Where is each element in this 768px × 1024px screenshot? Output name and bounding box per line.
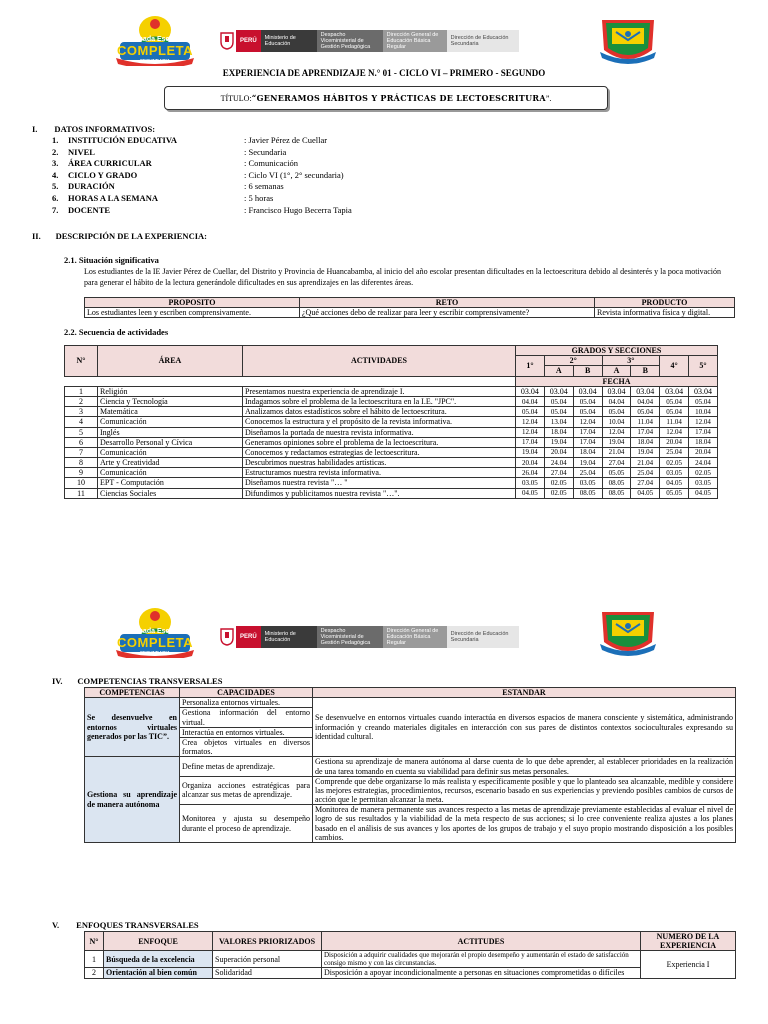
activity-date: 05.04 [573, 396, 602, 406]
datos-value: : Ciclo VI (1°, 2° secundaria) [244, 169, 344, 180]
activity-date: 18.04 [573, 447, 602, 457]
activity-date: 03.04 [573, 386, 602, 396]
activity-description: Diseñamos la portada de nuestra revista informativa. [243, 427, 516, 437]
activity-date: 20.04 [689, 447, 718, 457]
datos-value: : Javier Pérez de Cuellar [244, 135, 328, 145]
act-h-g1: 1° [516, 356, 545, 376]
peru-shield-icon-2 [218, 626, 236, 648]
act-h-g4: 4° [660, 356, 689, 376]
activity-date: 05.05 [660, 488, 689, 498]
datos-value: : 5 horas [244, 192, 274, 203]
activity-date: 19.04 [602, 437, 631, 447]
activity-date: 08.05 [602, 488, 631, 498]
activity-date: 08.05 [602, 478, 631, 488]
activity-row [65, 478, 718, 488]
enf-row-1-num: 1 [85, 951, 104, 968]
comp-h-competencias: COMPETENCIAS [85, 688, 180, 698]
activity-date: 21.04 [602, 447, 631, 457]
activity-row [65, 427, 718, 437]
activity-date: 20.04 [544, 447, 573, 457]
act-h-activities: ACTIVIDADES [243, 346, 516, 377]
datos-row [52, 147, 352, 159]
activity-date: 19.04 [573, 458, 602, 468]
activity-area: Ciencia y Tecnología [98, 396, 243, 406]
activity-date: 04.05 [516, 488, 545, 498]
datos-value: : Secundaria [244, 146, 287, 157]
comp1-cap-1: Personaliza entornos virtuales. [180, 698, 313, 708]
datos-informativos-list [52, 135, 352, 216]
activity-date: 02.05 [544, 478, 573, 488]
activity-date: 24.04 [689, 458, 718, 468]
act-h-g3: 3° [602, 356, 660, 366]
minedu-direccion-secundaria: Dirección de Educación Secundaria [447, 30, 519, 52]
activity-num: 1 [65, 386, 98, 396]
minedu-banner-2 [218, 626, 519, 648]
activity-description: Indagamos sobre el problema de la lectoescritura en la I.E. "JPC". [243, 396, 516, 406]
activity-date: 17.04 [573, 437, 602, 447]
activity-date: 18.04 [689, 437, 718, 447]
comp2-estandar-1: Gestiona su aprendizaje de manera autónoma al darse cuenta de lo que debe aprender, al establecer prioridades en la realización de una tarea tomando en cuenta su viabilidad para definir sus metas personales. [313, 757, 736, 776]
activity-date: 10.04 [689, 407, 718, 417]
activity-date: 19.04 [631, 447, 660, 457]
minedu-ministerio-2: Ministerio de Educación [261, 626, 317, 648]
enf-row-2-enfoque: Orientación al bien común [104, 968, 213, 978]
activity-area: EPT - Computación [98, 478, 243, 488]
activity-date: 05.04 [544, 396, 573, 406]
producto-header: PRODUCTO [595, 298, 735, 308]
minedu-despacho: Despacho Viceministerial de Gestión Pedagógica [317, 30, 383, 52]
activity-date: 04.05 [660, 478, 689, 488]
act-h-2b: B [573, 366, 602, 376]
activity-date: 03.04 [516, 386, 545, 396]
section-2-heading: II. DESCRIPCIÓN DE LA EXPERIENCIA: [32, 231, 207, 241]
logo-top-text: Jornada Escolar [127, 36, 183, 43]
activity-row [65, 458, 718, 468]
activity-area: Inglés [98, 427, 243, 437]
comp1-name: Se desenvuelve en entornos virtuales generados por las TIC”. [85, 698, 180, 757]
enf-experiencia: Experiencia I [641, 951, 736, 978]
comp2-cap-2: Organiza acciones estratégicas para alcanzar sus metas de aprendizaje. [180, 776, 313, 805]
activity-date: 05.05 [602, 468, 631, 478]
datos-value: : 6 semanas [244, 181, 284, 192]
activity-description: Conocemos la estructura y el propósito de la revista informativa. [243, 417, 516, 427]
activity-date: 12.04 [660, 427, 689, 437]
activity-date: 05.04 [660, 396, 689, 406]
enf-h-experiencia: NUMERO DE LA EXPERIENCIA [641, 932, 736, 951]
datos-num: 2. [52, 146, 59, 157]
activity-area: Comunicación [98, 468, 243, 478]
comp2-name: Gestiona su aprendizaje de manera autónoma [85, 757, 180, 843]
activity-description: Descubrimos nuestras habilidades artísticas. [243, 458, 516, 468]
logo-sub-text-2: SECUNDARIA [139, 650, 170, 655]
activity-num: 2 [65, 396, 98, 406]
datos-row [52, 181, 352, 193]
datos-value: : Francisco Hugo Becerra Tapia [244, 204, 352, 215]
enf-row-2-valor: Solidaridad [213, 968, 322, 978]
activity-description: Difundimos y publicitamos nuestra revista "…". [243, 488, 516, 498]
doc-title: EXPERIENCIA DE APRENDIZAJE N.° 01 - CICLO VI – PRIMERO - SEGUNDO [222, 68, 546, 78]
activity-date: 12.04 [516, 427, 545, 437]
logo-main-text-2: COMPLETA [117, 635, 193, 650]
enf-h-enfoque: ENFOQUE [104, 932, 213, 951]
activity-date: 05.04 [631, 407, 660, 417]
activity-description: Conocemos y redactamos estrategias de lectoescritura. [243, 447, 516, 457]
activity-date: 18.04 [544, 427, 573, 437]
jec-logo [112, 12, 198, 66]
activity-area: Desarrollo Personal y Cívica [98, 437, 243, 447]
datos-num: 1. [52, 135, 59, 145]
datos-row [52, 158, 352, 170]
enf-h-num: N° [85, 932, 104, 951]
activity-date: 19.04 [516, 447, 545, 457]
datos-label: DURACIÓN [68, 181, 115, 192]
minedu-direccion-general-2: Dirección General de Educación Básica Regular [383, 626, 447, 648]
activity-num: 6 [65, 437, 98, 447]
section-5-heading: V. ENFOQUES TRANSVERSALES [52, 920, 199, 930]
activity-date: 05.04 [573, 407, 602, 417]
act-h-g2: 2° [544, 356, 602, 366]
activity-row [65, 407, 718, 417]
comp1-cap-4: Crea objetos virtuales en diversos formatos. [180, 737, 313, 756]
datos-label: NIVEL [68, 146, 95, 157]
enf-row-1-actitud: Disposición a adquirir cualidades que mejorarán el propio desempeño y aumentarán el estado de satisfacción consigo mismo y con las circunstancias. [322, 951, 641, 968]
comp2-estandar-3: Monitorea de manera permanente sus avances respecto a las metas de aprendizaje previamente establecidas al evaluar el nivel de logro de sus resultados y la viabilidad de la meta respecto de sus acciones; si lo cree conveniente realiza ajustes a los planes basado en el análisis de sus avances y los aportes de los grupos de trabajo y el suyo propio mostrando disposición a los posibles cambios. [313, 805, 736, 843]
activity-date: 25.04 [631, 468, 660, 478]
activity-date: 05.04 [516, 407, 545, 417]
activity-date: 20.04 [660, 437, 689, 447]
proposito-header: PROPOSITO [85, 298, 300, 308]
activity-row [65, 417, 718, 427]
datos-label: ÁREA CURRICULAR [68, 158, 152, 169]
minedu-direccion-secundaria-2: Dirección de Educación Secundaria [447, 626, 519, 648]
activity-date: 13.04 [544, 417, 573, 427]
activity-row [65, 437, 718, 447]
enfoques-table [84, 931, 736, 979]
activity-description: Estructuramos nuestra revista informativa. [243, 468, 516, 478]
activity-date: 04.05 [689, 488, 718, 498]
activity-date: 03.04 [689, 386, 718, 396]
logo-top-text-2: Jornada Escolar [127, 628, 183, 635]
activity-description: Generamos opiniones sobre el problema de la lectoescritura. [243, 437, 516, 447]
minedu-peru-2: PERÚ [236, 626, 261, 648]
datos-num: 6. [52, 192, 59, 203]
enf-row-2-actitud: Disposición a apoyar incondicionalmente a personas en situaciones comprometidas o difíciles [322, 968, 641, 978]
activity-date: 20.04 [516, 458, 545, 468]
act-h-3b: B [631, 366, 660, 376]
activity-date: 02.05 [544, 488, 573, 498]
competencias-table [84, 687, 736, 843]
comp1-cap-3: Interactúa en entornos virtuales. [180, 727, 313, 737]
activity-description: Presentamos nuestra experiencia de aprendizaje I. [243, 386, 516, 396]
comp2-cap-1: Define metas de aprendizaje. [180, 757, 313, 776]
activity-date: 27.04 [631, 478, 660, 488]
datos-value: : Comunicación [244, 158, 299, 169]
activity-num: 9 [65, 468, 98, 478]
enf-row-2-num: 2 [85, 968, 104, 978]
activity-row [65, 396, 718, 406]
activity-date: 19.04 [544, 437, 573, 447]
titulo-end: ”. [545, 93, 552, 103]
activity-date: 12.04 [602, 427, 631, 437]
minedu-direccion-general: Dirección General de Educación Básica Regular [383, 30, 447, 52]
activity-date: 26.04 [516, 468, 545, 478]
activity-date: 04.04 [602, 396, 631, 406]
act-h-grados: GRADOS Y SECCIONES [516, 346, 718, 356]
activity-date: 03.05 [516, 478, 545, 488]
minedu-despacho-2: Despacho Viceministerial de Gestión Pedagógica [317, 626, 383, 648]
datos-row [52, 193, 352, 205]
school-crest-icon-2 [598, 606, 658, 660]
activity-date: 04.04 [516, 396, 545, 406]
activity-num: 10 [65, 478, 98, 488]
minedu-ministerio: Ministerio de Educación [261, 30, 317, 52]
activity-area: Comunicación [98, 447, 243, 457]
datos-num: 5. [52, 181, 59, 192]
datos-label: CICLO Y GRADO [68, 169, 138, 180]
enf-h-actitudes: ACTITUDES [322, 932, 641, 951]
activity-date: 18.04 [631, 437, 660, 447]
activity-date: 05.04 [544, 407, 573, 417]
activity-date: 03.04 [631, 386, 660, 396]
activity-area: Matemática [98, 407, 243, 417]
datos-num: 4. [52, 169, 59, 180]
activity-date: 03.04 [544, 386, 573, 396]
comp2-cap-3: Monitorea y ajusta su desempeño durante el proceso de aprendizaje. [180, 805, 313, 843]
enf-row-1-enfoque: Búsqueda de la excelencia [104, 951, 213, 968]
situacion-heading: 2.1. Situación significativa [64, 255, 159, 265]
datos-row [52, 170, 352, 182]
activity-date: 12.04 [516, 417, 545, 427]
datos-label: INSTITUCIÓN EDUCATIVA [68, 135, 178, 145]
activity-num: 5 [65, 427, 98, 437]
activity-area: Comunicación [98, 417, 243, 427]
act-h-g5: 5° [689, 356, 718, 376]
titulo-box [164, 86, 608, 110]
activity-date: 03.05 [689, 478, 718, 488]
logo-sub-text: SECUNDARIA [139, 58, 170, 63]
activity-date: 03.05 [660, 468, 689, 478]
activity-area: Arte y Creatividad [98, 458, 243, 468]
activity-num: 7 [65, 447, 98, 457]
act-h-fecha: FECHA [516, 376, 718, 386]
activity-num: 8 [65, 458, 98, 468]
activity-date: 25.04 [660, 447, 689, 457]
activity-row [65, 447, 718, 457]
activity-date: 04.04 [631, 396, 660, 406]
activity-description: Diseñamos nuestra revista "… " [243, 478, 516, 488]
comp2-estandar-2: Comprende que debe organizarse lo más realista y específicamente posible y que lo planteado sea alcanzable, medible y considere las mejores estrategias, procedimientos, recursos, escenario basado en sus experiencias y previendo posibles cambios de cursos de acción que le permitan alcanzar la meta. [313, 776, 736, 805]
act-h-area: ÁREA [98, 346, 243, 377]
activity-area: Ciencias Sociales [98, 488, 243, 498]
activity-date: 17.04 [631, 427, 660, 437]
enf-row-1-valor: Superación personal [213, 951, 322, 968]
activity-date: 03.04 [602, 386, 631, 396]
activity-date: 02.05 [660, 458, 689, 468]
activity-area: Religión [98, 386, 243, 396]
datos-num: 3. [52, 158, 59, 169]
datos-row [52, 135, 352, 147]
activity-date: 03.04 [660, 386, 689, 396]
titulo-label: TÍTULO: [220, 93, 252, 103]
minedu-banner [218, 30, 519, 52]
activity-date: 11.04 [631, 417, 660, 427]
comp1-estandar: Se desenvuelve en entornos virtuales cuando interactúa en diversos espacios de manera consciente y sistemática, administrando información y creando materiales digitales en interacción con sus pares de distintos contextos socioculturales expresando su identidad cultural. [313, 698, 736, 757]
activity-date: 08.05 [573, 488, 602, 498]
activity-row [65, 386, 718, 396]
activity-row [65, 488, 718, 498]
activity-date: 12.04 [689, 417, 718, 427]
activity-date: 11.04 [660, 417, 689, 427]
datos-row [52, 205, 352, 217]
activity-date: 05.04 [689, 396, 718, 406]
reto-header: RETO [300, 298, 595, 308]
producto-value: Revista informativa física y digital. [595, 308, 735, 318]
comp-h-capacidades: CAPACIDADES [180, 688, 313, 698]
activity-date: 27.04 [602, 458, 631, 468]
situacion-text: Los estudiantes de la IE Javier Pérez de Cuellar, del Distrito y Provincia de Huancabamba, al inicio del año escolar presentan dificultades en la lectoescritura debido al desinterés y la poca motivación para generar el hábito de la lectura generándole dificultades en sus aprendizajes en las diferentes áreas. [84, 267, 722, 287]
activity-date: 03.05 [573, 478, 602, 488]
activity-date: 27.04 [544, 468, 573, 478]
comp-h-estandar: ESTANDAR [313, 688, 736, 698]
activity-date: 17.04 [516, 437, 545, 447]
minedu-peru: PERÚ [236, 30, 261, 52]
activity-date: 17.04 [573, 427, 602, 437]
logo-main-text: COMPLETA [117, 43, 193, 58]
section-4-heading: IV. COMPETENCIAS TRANSVERSALES [52, 676, 223, 686]
enf-h-valores: VALORES PRIORIZADOS [213, 932, 322, 951]
peru-shield-icon [218, 30, 236, 52]
activity-date: 05.04 [602, 407, 631, 417]
act-h-num: N° [65, 346, 98, 377]
activity-date: 05.04 [660, 407, 689, 417]
reto-value: ¿Qué acciones debo de realizar para leer y escribir comprensivamente? [300, 308, 595, 318]
activity-date: 25.04 [573, 468, 602, 478]
jec-logo-2 [112, 604, 198, 658]
activity-date: 10.04 [602, 417, 631, 427]
activity-date: 21.04 [631, 458, 660, 468]
activity-description: Analizamos datos estadísticos sobre el hábito de lectoescritura. [243, 407, 516, 417]
activity-num: 3 [65, 407, 98, 417]
activity-date: 02.05 [689, 468, 718, 478]
act-h-3a: A [602, 366, 631, 376]
activity-date: 24.04 [544, 458, 573, 468]
activity-date: 17.04 [689, 427, 718, 437]
datos-label: DOCENTE [68, 204, 111, 215]
activity-num: 11 [65, 488, 98, 498]
comp1-cap-2: Gestiona información del entorno virtual. [180, 708, 313, 727]
activity-date: 04.05 [631, 488, 660, 498]
titulo-value: “GENERAMOS HÁBITOS Y PRÁCTICAS DE LECTOESCRITURA [251, 93, 546, 103]
activity-row [65, 468, 718, 478]
activity-date: 12.04 [573, 417, 602, 427]
datos-num: 7. [52, 204, 59, 215]
datos-label: HORAS A LA SEMANA [68, 192, 158, 203]
activities-table [64, 345, 718, 499]
secuencia-heading: 2.2. Secuencia de actividades [64, 327, 169, 337]
school-crest-icon [598, 14, 658, 68]
activity-num: 4 [65, 417, 98, 427]
proposito-value: Los estudiantes leen y escriben comprensivamente. [85, 308, 300, 318]
section-1-heading: I. DATOS INFORMATIVOS: [32, 124, 156, 134]
proposito-reto-producto-table [84, 297, 735, 318]
act-h-2a: A [544, 366, 573, 376]
